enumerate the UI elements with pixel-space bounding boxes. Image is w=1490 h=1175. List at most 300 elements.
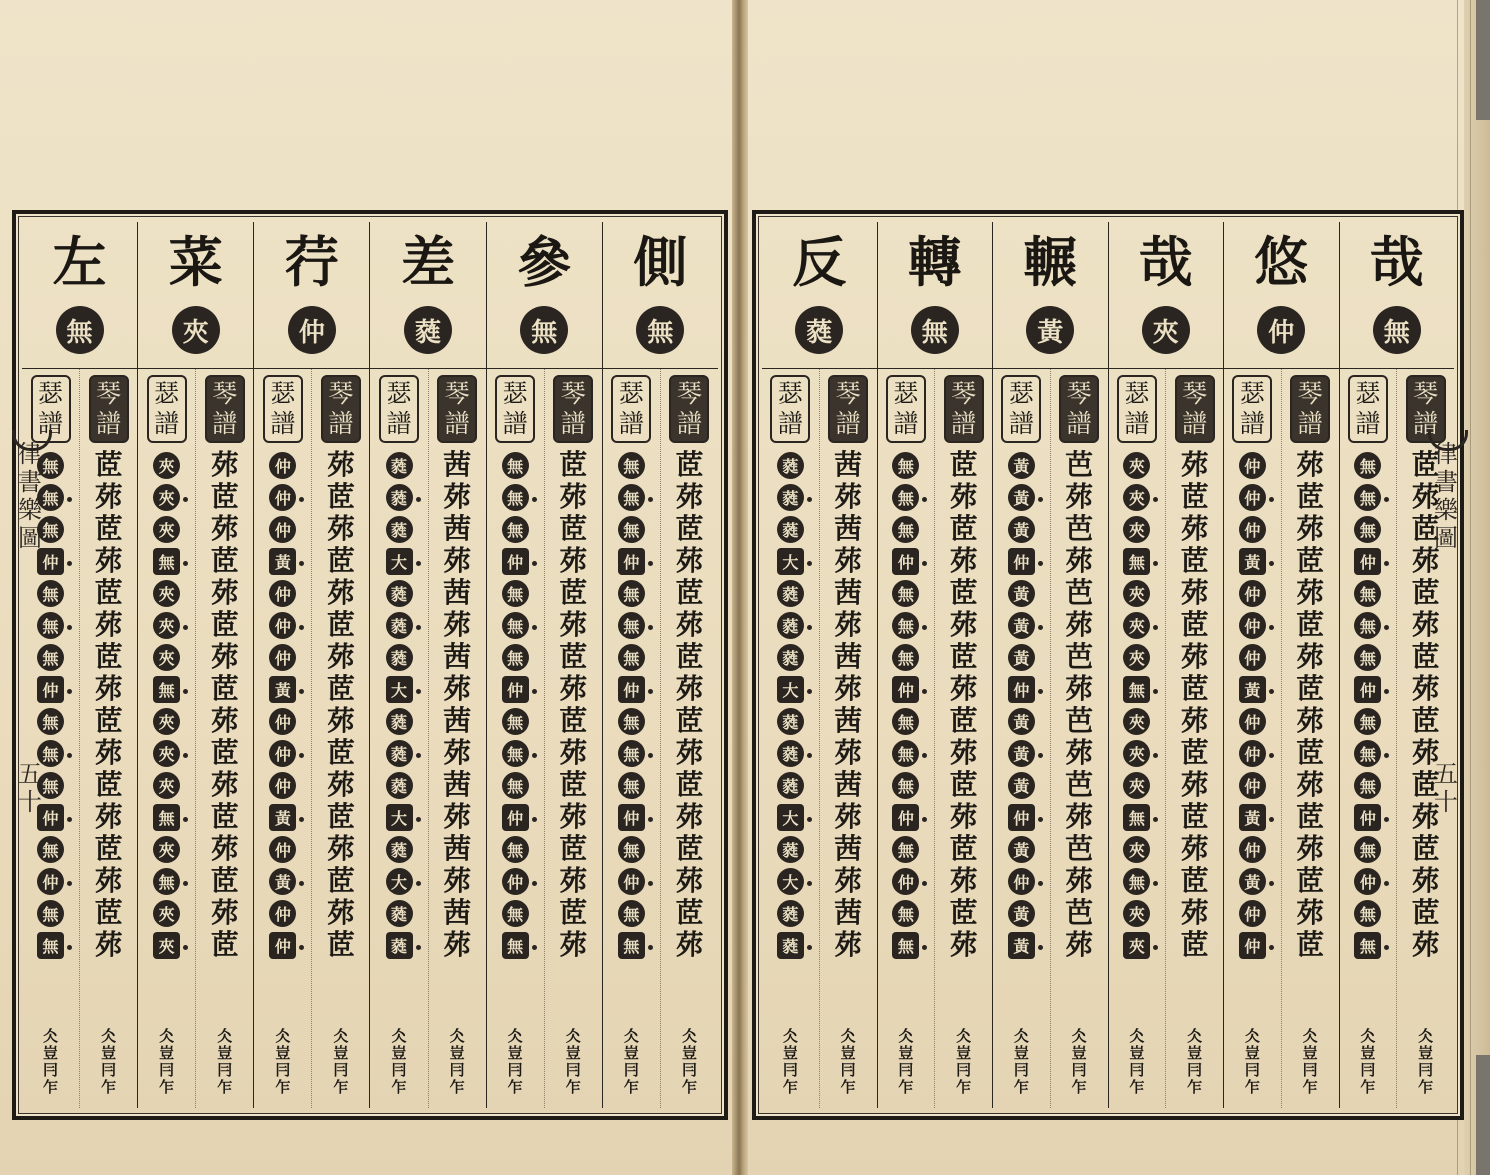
beat-dot <box>67 881 72 886</box>
notation-cell <box>618 833 645 865</box>
tablature-glyph: 茝 <box>326 672 355 705</box>
tablature-glyph: 茒 <box>1296 704 1325 737</box>
column-footer-char: 乍 <box>391 1078 407 1096</box>
beat-dot <box>299 625 304 630</box>
column-footer <box>1051 1028 1108 1096</box>
pitch-seal: 夾 <box>172 306 220 354</box>
beat-dot <box>807 625 812 630</box>
tablature-glyph: 茝 <box>326 608 355 641</box>
pitch-glyph: 無 <box>502 708 529 735</box>
notation-cell <box>37 833 64 865</box>
notation-cell <box>153 545 180 577</box>
notation-cell <box>1239 577 1266 609</box>
lyric-character: 差 <box>401 230 456 294</box>
pitch-glyph: 無 <box>618 932 645 959</box>
notation-cell <box>1354 513 1381 545</box>
notation-cell <box>834 577 862 609</box>
se-notation <box>603 369 661 1108</box>
lyric-column <box>137 222 253 1108</box>
pitch-glyph: 仲 <box>1008 868 1035 895</box>
notation-cell <box>1181 865 1209 897</box>
pitch-glyph: 黃 <box>1239 676 1266 703</box>
right-margin-title <box>1432 440 1460 552</box>
notation-label-char: 譜 <box>1124 409 1150 438</box>
notation-cell <box>675 705 703 737</box>
pitch-glyph: 無 <box>37 580 64 607</box>
notation-cell <box>95 865 123 897</box>
notation-label-char: 譜 <box>618 409 644 438</box>
pitch-seal: 蕤 <box>795 306 843 354</box>
notation-cell <box>1354 865 1381 897</box>
pitch-glyph: 無 <box>1123 548 1150 575</box>
pitch-glyph: 仲 <box>1239 644 1266 671</box>
lyric-character: 哉 <box>1138 230 1193 294</box>
lyric-column <box>22 222 137 1108</box>
column-footer <box>1340 1028 1397 1096</box>
column-footer-char: 仌 <box>565 1027 581 1045</box>
notation-cell <box>269 545 296 577</box>
notation-cell <box>675 897 703 929</box>
tablature-glyph: 芭 <box>1065 896 1094 929</box>
tablature-glyph: 茒 <box>443 672 472 705</box>
notation-cell <box>95 705 123 737</box>
tablature-glyph: 茝 <box>675 704 704 737</box>
notation-cell <box>327 737 355 769</box>
lyric-character: 轉 <box>907 230 962 294</box>
notation-cell <box>950 641 978 673</box>
pitch-glyph: 無 <box>1123 804 1150 831</box>
pitch-glyph: 無 <box>37 644 64 671</box>
notation-cell <box>386 481 413 513</box>
tablature-glyph: 茒 <box>210 448 239 481</box>
notation-cell <box>386 801 413 833</box>
pitch-glyph: 仲 <box>1008 804 1035 831</box>
notation-cell <box>1181 545 1209 577</box>
notation-cell <box>1296 833 1324 865</box>
beat-dot <box>67 625 72 630</box>
notation-cell <box>443 481 471 513</box>
notation-cell <box>153 929 180 961</box>
tablature-glyph: 茒 <box>1411 736 1440 769</box>
column-footer <box>370 1028 427 1096</box>
tablature-glyph: 茝 <box>94 448 123 481</box>
pitch-glyph: 仲 <box>502 868 529 895</box>
tablature-glyph: 茝 <box>326 544 355 577</box>
right-columns <box>762 222 1454 1108</box>
notation-cell <box>1239 705 1266 737</box>
beat-dot <box>1153 497 1158 502</box>
tablature-glyph: 茒 <box>949 864 978 897</box>
column-footer-char: 仌 <box>217 1027 233 1045</box>
pitch-glyph: 蕤 <box>386 644 413 671</box>
pitch-glyph: 黃 <box>1008 612 1035 639</box>
pitch-glyph: 無 <box>37 772 64 799</box>
pitch-glyph: 仲 <box>892 676 919 703</box>
beat-dot <box>1153 561 1158 566</box>
pitch-glyph: 無 <box>1354 484 1381 511</box>
notation-label <box>1348 375 1388 443</box>
notation-label-char: 瑟 <box>502 379 528 408</box>
pitch-glyph: 大 <box>777 868 804 895</box>
notation-label-char: 譜 <box>1182 409 1208 438</box>
notation-label-char: 琴 <box>444 379 470 408</box>
notation-cell <box>502 673 529 705</box>
lyric-character: 反 <box>792 230 847 294</box>
notation-cell <box>327 769 355 801</box>
notation-cell <box>1296 897 1324 929</box>
pitch-glyph: 仲 <box>269 644 296 671</box>
tablature-glyph: 茝 <box>1180 736 1209 769</box>
beat-dot <box>1384 817 1389 822</box>
notation-cell <box>675 929 703 961</box>
se-notation <box>762 369 820 1108</box>
lyric-column <box>992 222 1108 1108</box>
tablature-glyph: 茒 <box>559 800 588 833</box>
notation-cell <box>559 577 587 609</box>
notation-cell <box>386 545 413 577</box>
beat-dot <box>648 881 653 886</box>
se-notation <box>993 369 1051 1108</box>
pitch-glyph: 仲 <box>502 804 529 831</box>
notation-cell <box>1354 769 1381 801</box>
lyric-character: 荇 <box>284 230 339 294</box>
notation-cell <box>211 577 239 609</box>
tablature-glyph: 茒 <box>1065 928 1094 961</box>
tablature-glyph: 茝 <box>1411 768 1440 801</box>
notation-cell <box>1181 449 1209 481</box>
notation-cell <box>559 449 587 481</box>
pitch-glyph: 黃 <box>269 676 296 703</box>
tablature-glyph: 茝 <box>559 640 588 673</box>
tablature-glyph: 茒 <box>1180 704 1209 737</box>
pitch-glyph: 蕤 <box>777 516 804 543</box>
notation-cell <box>777 865 804 897</box>
notation-cell <box>777 513 804 545</box>
lyric-column <box>1223 222 1339 1108</box>
column-footer-char: 乍 <box>681 1078 697 1096</box>
tablature-glyph: 茒 <box>675 800 704 833</box>
pitch-glyph: 蕤 <box>386 612 413 639</box>
pitch-glyph: 夾 <box>153 772 180 799</box>
left-margin-title <box>16 440 44 552</box>
beat-dot <box>807 753 812 758</box>
notation-label-char: 譜 <box>1355 409 1381 438</box>
column-footer-char: 乍 <box>782 1078 798 1096</box>
column-footer <box>80 1028 137 1096</box>
notation-cell <box>618 481 645 513</box>
notation-cell <box>153 641 180 673</box>
notation-cell <box>675 737 703 769</box>
pitch-glyph: 夾 <box>1123 836 1150 863</box>
notation-subcolumns <box>370 369 485 1108</box>
notation-cell <box>95 673 123 705</box>
tablature-glyph: 茒 <box>443 800 472 833</box>
notation-cell <box>1123 705 1150 737</box>
notation-cell <box>269 641 296 673</box>
notation-cell <box>1123 673 1150 705</box>
pitch-glyph: 大 <box>386 804 413 831</box>
notation-cell <box>1008 801 1035 833</box>
column-footer-char: 仌 <box>1360 1027 1376 1045</box>
notation-cell <box>618 641 645 673</box>
column-footer-char: 豈 <box>333 1044 349 1062</box>
beat-dot <box>416 497 421 502</box>
notation-cell <box>443 449 471 481</box>
notation-cell <box>1181 481 1209 513</box>
pitch-glyph: 大 <box>386 676 413 703</box>
pitch-glyph: 夾 <box>153 612 180 639</box>
notation-cell <box>37 897 64 929</box>
column-footer-char: 冃 <box>217 1061 233 1079</box>
margin-title-char: 律 <box>1434 440 1458 468</box>
book-gutter <box>732 0 748 1175</box>
pitch-glyph: 仲 <box>892 868 919 895</box>
notation-cell <box>950 577 978 609</box>
notation-cell <box>1354 929 1381 961</box>
tablature-glyph: 茒 <box>94 672 123 705</box>
notation-cell <box>502 481 529 513</box>
column-footer-char: 豈 <box>681 1044 697 1062</box>
beat-dot <box>1153 945 1158 950</box>
tablature-glyph: 茝 <box>675 768 704 801</box>
tablature-glyph: 茜 <box>443 768 472 801</box>
notation-cell <box>443 673 471 705</box>
notation-cell <box>95 481 123 513</box>
pitch-glyph: 仲 <box>1239 772 1266 799</box>
pitch-glyph: 無 <box>892 644 919 671</box>
notation-label-char: 琴 <box>676 379 702 408</box>
pitch-glyph: 蕤 <box>777 452 804 479</box>
tablature-glyph: 茒 <box>1411 928 1440 961</box>
pitch-glyph: 無 <box>892 484 919 511</box>
notation-subcolumns <box>138 369 253 1108</box>
notation-cell <box>559 801 587 833</box>
notation-label-char: 譜 <box>835 409 861 438</box>
tablature-glyph: 茜 <box>834 512 863 545</box>
pitch-glyph: 黃 <box>1008 516 1035 543</box>
beat-dot <box>1038 625 1043 630</box>
tablature-glyph: 茝 <box>949 512 978 545</box>
column-footer-char: 冃 <box>275 1061 291 1079</box>
notation-label <box>437 375 477 443</box>
notation-cell <box>1412 929 1440 961</box>
notation-label-char: 譜 <box>1413 409 1439 438</box>
notation-cell <box>1065 481 1093 513</box>
beat-dot <box>807 817 812 822</box>
notation-cell <box>892 705 919 737</box>
notation-cell <box>834 545 862 577</box>
notation-cell <box>1123 897 1150 929</box>
beat-dot <box>67 817 72 822</box>
notation-cell <box>834 897 862 929</box>
notation-label-char: 琴 <box>328 379 354 408</box>
notation-cell <box>37 929 64 961</box>
margin-title-char: 書 <box>18 468 42 496</box>
tablature-glyph: 茒 <box>210 896 239 929</box>
notation-cell <box>1354 705 1381 737</box>
notation-cell <box>443 737 471 769</box>
pitch-seal: 仲 <box>1257 306 1305 354</box>
tablature-glyph: 茜 <box>443 704 472 737</box>
pitch-glyph: 仲 <box>892 548 919 575</box>
beat-dot <box>299 561 304 566</box>
pitch-glyph: 仲 <box>1008 676 1035 703</box>
lyric-column <box>877 222 993 1108</box>
notation-cell <box>1239 545 1266 577</box>
notation-cell <box>1239 737 1266 769</box>
notation-label-char: 瑟 <box>1008 379 1034 408</box>
column-footer-char: 乍 <box>449 1078 465 1096</box>
notation-cell <box>1412 705 1440 737</box>
beat-dot <box>1038 945 1043 950</box>
pitch-glyph: 黃 <box>1239 548 1266 575</box>
notation-cell <box>211 449 239 481</box>
notation-cell <box>1065 545 1093 577</box>
notation-label-char: 譜 <box>1066 409 1092 438</box>
notation-subcolumns <box>487 369 602 1108</box>
notation-cell <box>618 897 645 929</box>
tablature-glyph: 茝 <box>210 928 239 961</box>
tablature-glyph: 茒 <box>949 544 978 577</box>
pitch-glyph: 無 <box>37 932 64 959</box>
notation-cell <box>1123 449 1150 481</box>
pitch-glyph: 仲 <box>1239 708 1266 735</box>
tablature-glyph: 茒 <box>1065 544 1094 577</box>
tablature-glyph: 茒 <box>949 608 978 641</box>
pitch-glyph: 夾 <box>153 740 180 767</box>
column-footer-char: 冃 <box>956 1061 972 1079</box>
notation-cell <box>618 705 645 737</box>
qin-notation <box>312 369 369 1108</box>
tablature-glyph: 茝 <box>210 736 239 769</box>
pitch-glyph: 仲 <box>1354 676 1381 703</box>
notation-cell <box>153 705 180 737</box>
beat-dot <box>1038 689 1043 694</box>
beat-dot <box>922 881 927 886</box>
notation-cell <box>1065 577 1093 609</box>
pitch-glyph: 無 <box>618 772 645 799</box>
pitch-glyph: 無 <box>1354 612 1381 639</box>
qin-notation <box>545 369 602 1108</box>
notation-cell <box>95 449 123 481</box>
tablature-glyph: 茒 <box>949 800 978 833</box>
notation-cell <box>618 673 645 705</box>
pitch-glyph: 蕤 <box>386 772 413 799</box>
notation-cell <box>443 769 471 801</box>
notation-cell <box>1008 449 1035 481</box>
pitch-glyph: 仲 <box>618 868 645 895</box>
tablature-glyph: 茝 <box>559 704 588 737</box>
column-footer-char: 冃 <box>840 1061 856 1079</box>
pitch-glyph: 無 <box>1354 932 1381 959</box>
pitch-glyph: 大 <box>777 676 804 703</box>
column-footer-char: 仌 <box>507 1027 523 1045</box>
tablature-glyph: 茒 <box>1296 768 1325 801</box>
pitch-glyph: 仲 <box>269 484 296 511</box>
column-footer-char: 仌 <box>1071 1027 1087 1045</box>
notation-cell <box>1296 577 1324 609</box>
tablature-glyph: 芭 <box>1065 832 1094 865</box>
tablature-glyph: 茒 <box>326 448 355 481</box>
notation-cell <box>834 705 862 737</box>
notation-cell <box>153 481 180 513</box>
notation-cell <box>153 833 180 865</box>
pitch-glyph: 仲 <box>1239 932 1266 959</box>
pitch-glyph: 無 <box>502 452 529 479</box>
column-footer <box>254 1028 311 1096</box>
tablature-glyph: 芭 <box>1065 512 1094 545</box>
notation-cell <box>37 673 64 705</box>
beat-dot <box>416 625 421 630</box>
column-footer-char: 冃 <box>101 1061 117 1079</box>
notation-label <box>886 375 926 443</box>
notation-cell <box>675 641 703 673</box>
pitch-glyph: 黃 <box>1239 868 1266 895</box>
notation-cell <box>1412 641 1440 673</box>
column-footer <box>661 1028 718 1096</box>
pitch-glyph: 無 <box>502 740 529 767</box>
notation-cell <box>1065 449 1093 481</box>
pitch-glyph: 黃 <box>1008 580 1035 607</box>
beat-dot <box>183 817 188 822</box>
lyric-character: 參 <box>517 230 572 294</box>
tablature-glyph: 芭 <box>1065 768 1094 801</box>
se-notation <box>1224 369 1282 1108</box>
column-footer <box>993 1028 1050 1096</box>
notation-cell <box>892 929 919 961</box>
pitch-glyph: 蕤 <box>777 644 804 671</box>
column-footer-char: 豈 <box>1360 1044 1376 1062</box>
left-page-frame <box>12 210 728 1120</box>
notation-cell <box>1412 865 1440 897</box>
notation-cell <box>1123 577 1150 609</box>
notation-cell <box>1123 481 1150 513</box>
pitch-glyph: 蕤 <box>777 932 804 959</box>
pitch-glyph: 仲 <box>1239 740 1266 767</box>
beat-dot <box>67 497 72 502</box>
tablature-glyph: 茝 <box>949 768 978 801</box>
notation-cell <box>1239 609 1266 641</box>
column-footer-char: 乍 <box>333 1078 349 1096</box>
notation-cell <box>211 641 239 673</box>
column-footer-char: 仌 <box>956 1027 972 1045</box>
tablature-glyph: 茒 <box>1065 864 1094 897</box>
pitch-glyph: 仲 <box>618 548 645 575</box>
notation-cell <box>269 609 296 641</box>
tablature-glyph: 茒 <box>1180 832 1209 865</box>
column-footer-char: 豈 <box>565 1044 581 1062</box>
notation-cell <box>95 929 123 961</box>
notation-label-char: 瑟 <box>1239 379 1265 408</box>
tablature-glyph: 茝 <box>1411 448 1440 481</box>
notation-cell <box>834 833 862 865</box>
notation-cell <box>95 641 123 673</box>
pitch-glyph: 仲 <box>269 836 296 863</box>
notation-cell <box>618 545 645 577</box>
notation-cell <box>559 865 587 897</box>
notation-cell <box>1123 833 1150 865</box>
tablature-glyph: 茜 <box>834 896 863 929</box>
tablature-glyph: 茒 <box>675 736 704 769</box>
notation-cell <box>269 449 296 481</box>
pitch-glyph: 夾 <box>153 580 180 607</box>
notation-cell <box>1123 801 1150 833</box>
notation-cell <box>1296 481 1324 513</box>
beat-dot <box>648 689 653 694</box>
notation-cell <box>327 449 355 481</box>
pitch-glyph: 黃 <box>1008 708 1035 735</box>
notation-cell <box>327 705 355 737</box>
